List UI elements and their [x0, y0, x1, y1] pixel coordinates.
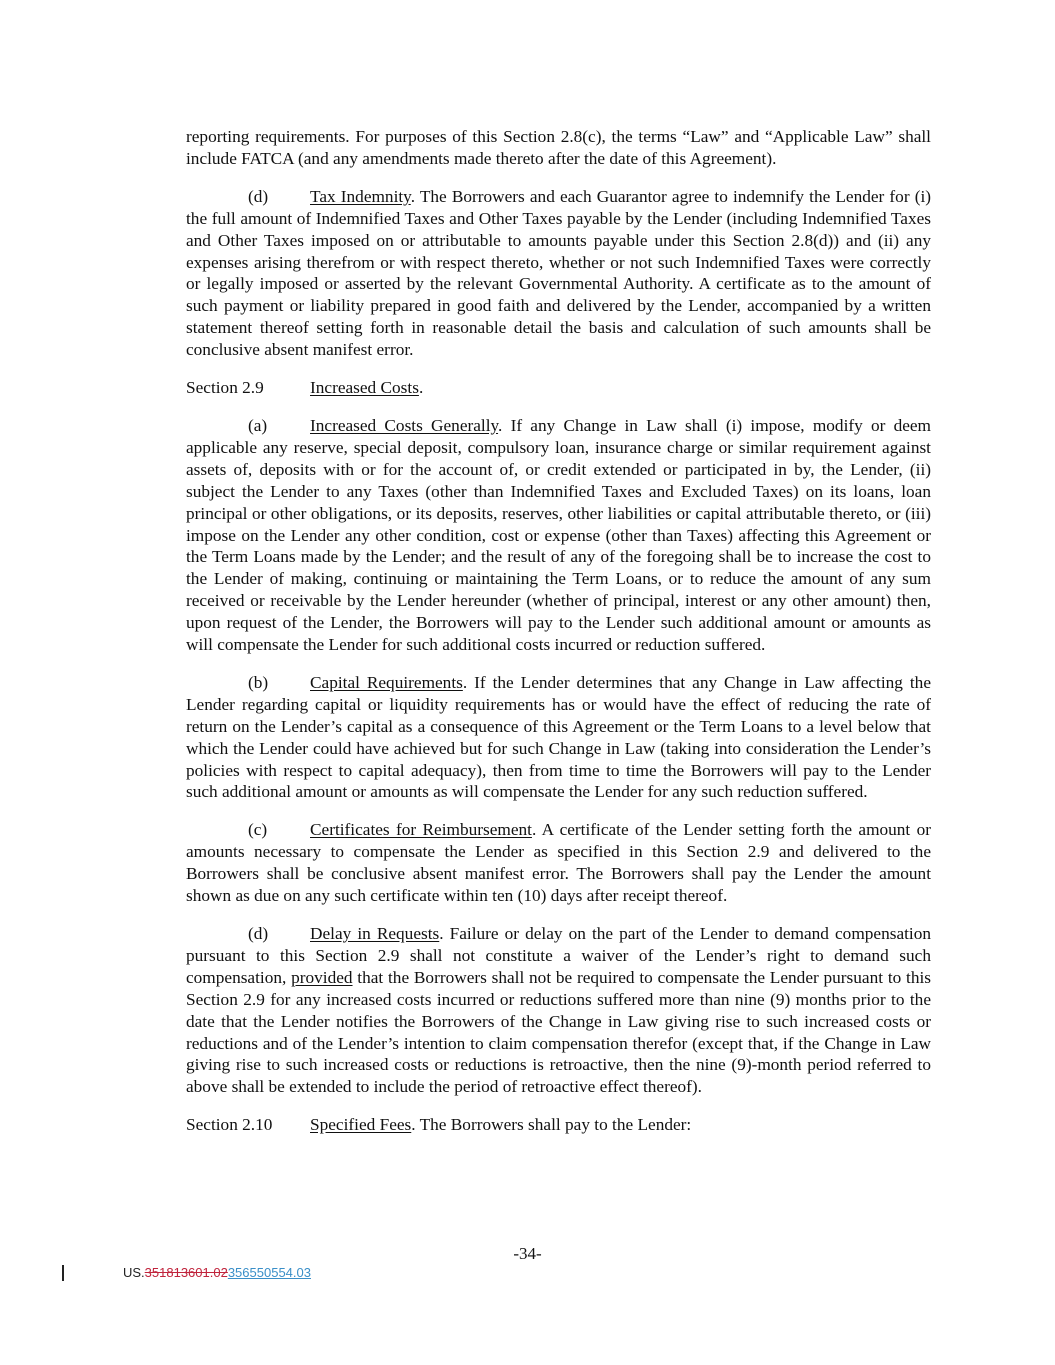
- paragraph-label: (c): [248, 820, 268, 840]
- continuation-paragraph: reporting requirements. For purposes of this Section 2.8(c), the terms “Law” and “Applicable Law” shall include FATCA (and any amendments made thereto after the date of this Agreement).: [186, 127, 931, 168]
- paragraph-title: Certificates for Reimbursement: [310, 820, 532, 840]
- paragraph-title: Delay in Requests: [310, 924, 440, 943]
- paragraph-body: . The Borrowers and each Guarantor agree to indemnify the Lender for (i) the full amount of Indemnified Taxes and Other Taxes payable by the Lender (including Indemnified Taxes and Other Taxes imposed on or attributable to amounts payable under this Section 2.8(d)) and (ii) any expenses arising therefrom or with respect thereto, whether or not such Indemnified Taxes were correctly or legally imposed or asserted by the relevant Governmental Authority. A certificate as to the amount of such payment or liability prepared in good faith and delivered by the Lender, accompanied by a written statement thereof setting forth in reasonable detail the basis and calculation of such amounts shall be conclusive absent manifest error.: [186, 186, 932, 360]
- section-heading-2-9: [186, 377, 931, 399]
- increased-costs-generally-paragraph: [186, 415, 931, 656]
- section-number: Section 2.9: [186, 378, 264, 398]
- document-id: [123, 1265, 311, 1280]
- paragraph-body-cont: that the Borrowers shall not be required to compensate the Lender pursuant to this Section 2.9 for any increased costs incurred or reductions suffered more than nine (9) months prior to the date that the Lender notifies the Borrowers of the Change in Law giving rise to such increased costs or reductions and of the Lender’s intention to claim compensation therefor (except that, if the Change in Law giving rise to such increased costs or reductions is retroactive, then the nine (9)-month period referred to above shall be extended to include the period of retroactive effect thereof).: [186, 967, 932, 1097]
- document-page: [186, 126, 931, 1152]
- paragraph-body: . A certificate of the Lender setting forth the amount or amounts necessary to compensate the Lender as specified in this Section 2.9 and delivered to the Borrowers shall be conclusive absent manifest error. The Borrowers shall pay the Lender the amount shown as due on any such certificate within ten (10) days after receipt thereof.: [186, 820, 931, 906]
- paragraph-title: Tax Indemnity: [310, 186, 411, 206]
- paragraph-body: . If any Change in Law shall (i) impose, modify or deem applicable any reserve, special deposit, compulsory loan, insurance charge or similar requirement against assets of, deposits with or for the account of, or credit extended or participated in by, the Lender, (ii) subject the Lender to any Taxes (other than Indemnified Taxes and Excluded Taxes) on its loans, loan principal or other obligations, or its deposits, reserves, other liabilities or capital attributable thereto, or (iii) impose on the Lender any other condition, cost or expense (other than Taxes) affecting this Agreement or the Term Loans made by the Lender; and the result of any of the foregoing shall be to increase the cost to the Lender of making, continuing or maintaining the Term Loans, or to reduce the amount of any sum received or receivable by the Lender hereunder (whether of principal, interest or any other amount) then, upon request of the Lender, the Borrowers will pay to the Lender such additional amount or amounts as will compensate the Lender for such additional costs incurred or reduction suffered.: [186, 415, 932, 655]
- section-number: Section 2.10: [186, 1115, 273, 1135]
- paragraph-title: Increased Costs Generally: [310, 415, 499, 435]
- doc-id-inserted: 356550554.03: [227, 1265, 311, 1280]
- paragraph-label: (d): [248, 186, 269, 206]
- tax-indemnity-paragraph: [186, 186, 931, 361]
- section-title-punct: .: [418, 378, 424, 398]
- paragraph-label: (b): [248, 672, 269, 692]
- paragraph-label: (a): [248, 415, 268, 435]
- section-title: Specified Fees: [310, 1115, 412, 1135]
- certificates-paragraph: [186, 819, 931, 907]
- provided-term: provided: [291, 967, 353, 987]
- section-heading-2-10: [186, 1114, 931, 1136]
- doc-id-deleted: 351813601.02: [144, 1265, 228, 1280]
- capital-requirements-paragraph: [186, 672, 931, 803]
- doc-id-prefix: US.: [123, 1265, 145, 1280]
- section-title: Increased Costs: [310, 378, 419, 398]
- page-number: -34-: [513, 1244, 542, 1263]
- delay-in-requests-paragraph: [186, 923, 931, 1098]
- paragraph-body: . If the Lender determines that any Change in Law affecting the Lender regarding capital or liquidity requirements has or would have the effect of reducing the rate of return on the Lender’s capital as a consequence of this Agreement or the Term Loans to a level below that which the Lender could have achieved but for such Change in Law (taking into consideration the Lender’s policies with respect to capital adequacy), then from time to time the Borrowers will pay to the Lender such additional amount or amounts as will compensate the Lender for any such reduction suffered.: [186, 672, 931, 802]
- paragraph-body: . Failure or delay on the part of the Lender to demand compensation pursuant to this Section 2.9 shall not constitute a waiver of the Lender’s right to demand such compensation,: [186, 924, 931, 987]
- paragraph-title: Capital Requirements: [310, 672, 463, 692]
- change-bar: [62, 1265, 64, 1281]
- paragraph-label: (d): [248, 924, 269, 943]
- section-body: . The Borrowers shall pay to the Lender:: [411, 1115, 692, 1135]
